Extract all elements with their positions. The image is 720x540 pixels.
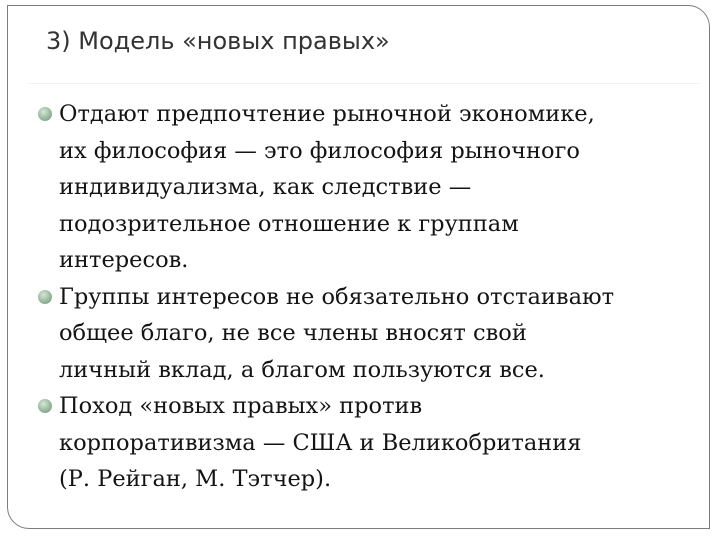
bullet-line: личный вклад, а благом пользуются все.: [59, 356, 545, 383]
slide-title: 3) Модель «новых правых»: [46, 27, 390, 55]
bullet-line: Поход «новых правых» против: [59, 393, 423, 419]
bullet-line: подозрительное отношение к группам: [59, 210, 519, 237]
bullet-dot-icon: [38, 290, 52, 304]
bullet-line: интересов.: [59, 247, 189, 273]
bullet-line: Группы интересов не обязательно отстаивают: [59, 283, 615, 310]
bullet-item: [36, 388, 700, 498]
bullet-line: общее благо, не все члены вносят свой: [59, 320, 527, 346]
bullet-line: Отдают предпочтение рыночной экономике,: [59, 101, 595, 127]
bullet-line: (Р. Рейган, М. Тэтчер).: [59, 466, 332, 492]
bullet-item: [36, 279, 700, 389]
bullet-dot-icon: [38, 399, 52, 413]
bullet-line: их философия — это философия рыночного: [59, 137, 580, 164]
bullet-list: [36, 96, 700, 498]
bullet-item: [36, 96, 700, 279]
title-divider: [28, 83, 700, 84]
bullet-line: корпоративизма — США и Великобритания: [59, 429, 582, 456]
bullet-line: индивидуализма, как следствие —: [59, 174, 472, 200]
bullet-dot-icon: [38, 107, 52, 121]
